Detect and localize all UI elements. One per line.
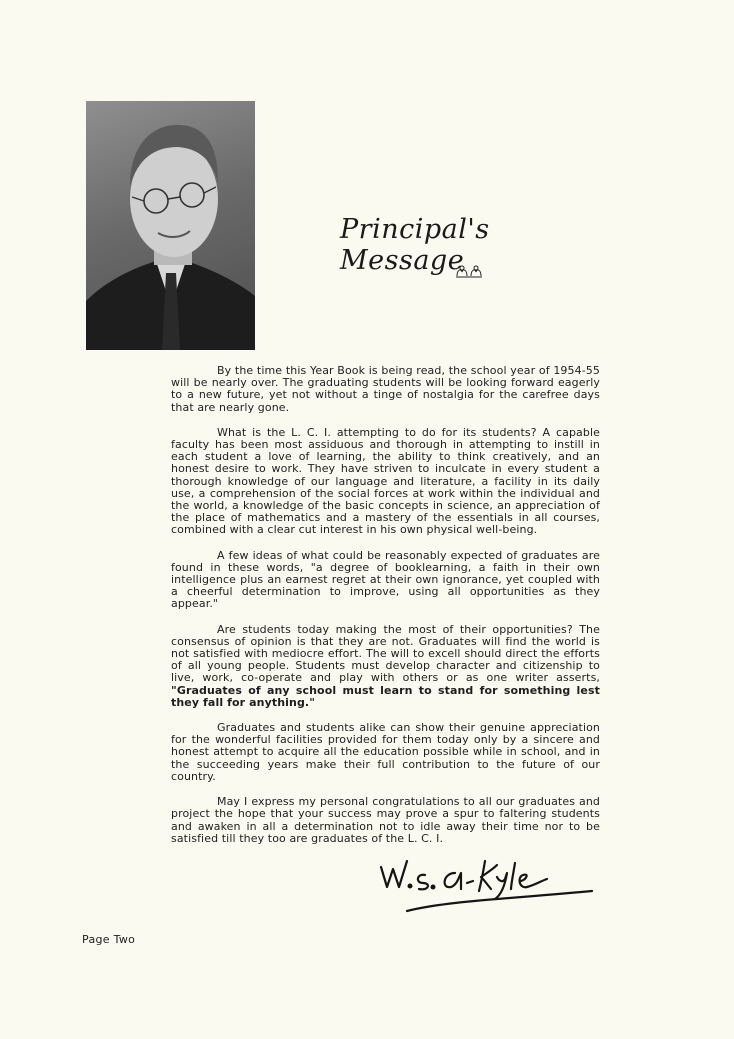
paragraph: A few ideas of what could be reasonably expected of graduates are found in these words, "a degree of booklearning, a faith in their own intelligence plus an earnest regret at their own ignorance, yet coupled with a cheerful determination to improve, using all opportunities as they appear.": [171, 548, 600, 611]
paragraph: May I express my personal congratulations to all our graduates and project the hope that your success may prove a spur to faltering students and awaken in all a determination not to idle away their time nor to be satisfied till they too are graduates of the L. C. I.: [171, 795, 600, 845]
paragraph: By the time this Year Book is being read, the school year of 1954-55 will be nearly over. The graduating students will be looking forward eagerly to a new future, yet not without a tinge of nostalgia for the carefree days that are nearly gone.: [171, 364, 600, 414]
paragraph: [171, 624, 600, 709]
handwritten-signature: [377, 851, 602, 926]
paragraph: Graduates and students alike can show their genuine appreciation for the wonderful facilities provided for them today only by a sincere and honest attempt to acquire all the education possible while in school, and in the succeeding years make their full contribution to the future of our country.: [171, 721, 600, 783]
page-number-footer: Page Two: [82, 933, 136, 946]
principal-portrait-photo: [86, 101, 255, 350]
message-body: [171, 365, 600, 858]
portrait-illustration: [86, 101, 255, 350]
paragraph-text: Are students today making the most of their opportunities? The consensus of opinion is that they are not. Graduates will find the world is not satisfied with mediocre effort. The will to excell should direct the efforts of all young people. Students must develop character and citizenship to live, work, co-operate and play with others or as one writer asserts,: [171, 622, 600, 685]
paragraph: What is the L. C. I. attempting to do for its students? A capable faculty has been most assiduous and thorough in attempting to instill in each student a love of learning, the ability to think creatively, and an honest desire to work. They have striven to inculcate in every student a thorough knowledge of our language and literature, a facility in its daily use, a comprehension of the social forces at work within the individual and the world, a knowledge of the basic concepts in science, an appreciation of the place of mathematics and a mastery of the essentials in all courses, combined with a clear cut interest in his own physical well-being.: [171, 425, 600, 537]
page-title: Principal's Message: [340, 214, 490, 276]
emphasized-quote: "Graduates of any school must learn to stand for something lest they fall for anything.": [171, 683, 600, 709]
fleuron-ornament-icon: [455, 264, 483, 278]
